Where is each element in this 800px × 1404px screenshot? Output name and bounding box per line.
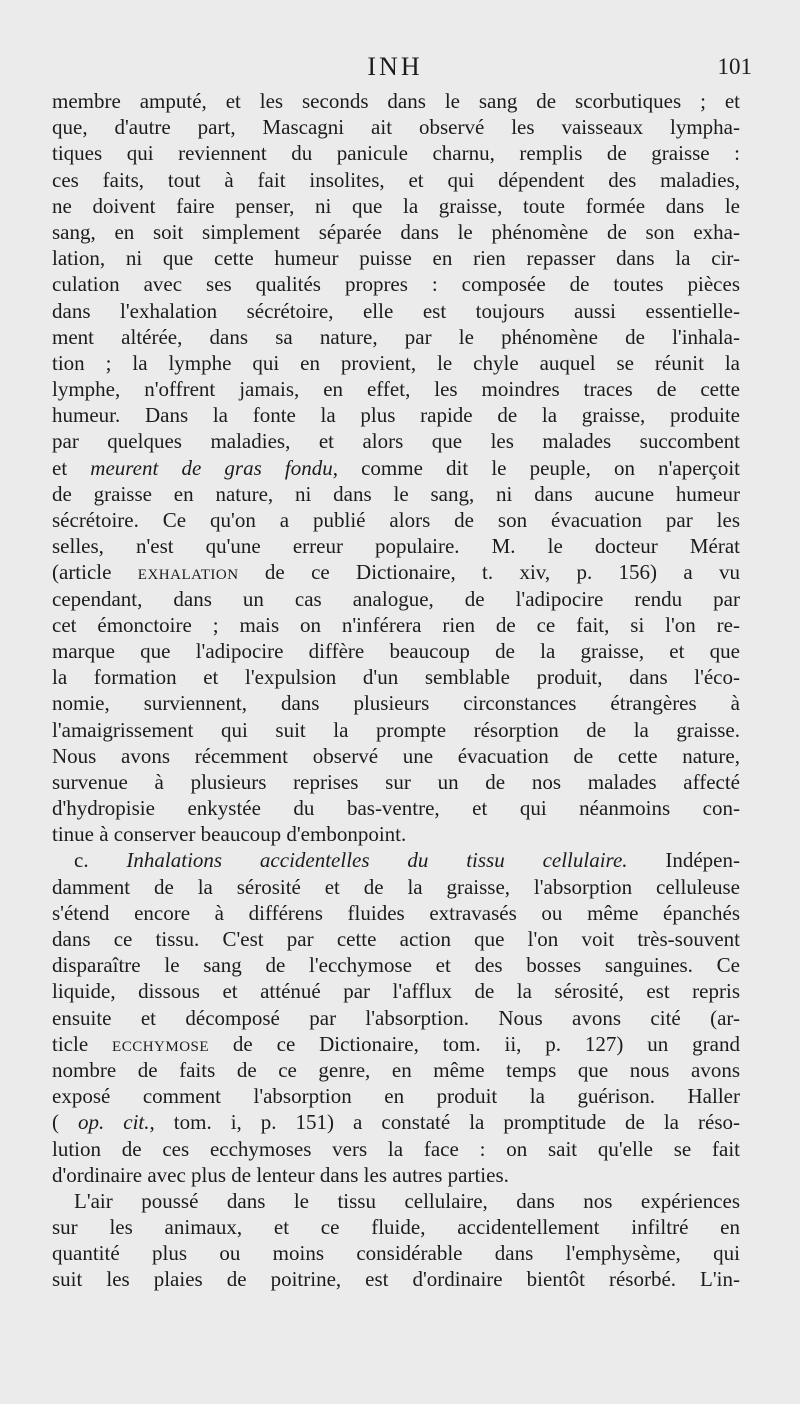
text-line-16: de graisse en nature, ni dans le sang, ni dans aucune humeur: [52, 481, 740, 506]
text-line-18: selles, n'est qu'une erreur populaire. M. le docteur Mérat: [52, 534, 740, 559]
text-line-10: ment altérée, dans sa nature, par le phénomène de l'inhala-: [52, 324, 740, 349]
smallcaps-ecchymose: ecchymose: [112, 1031, 210, 1056]
section-heading-inhalations: Inhalations accidentelles du tissu cellulaire.: [126, 848, 628, 873]
text-line-46: suit les plaies de poitrine, est d'ordinaire bientôt résorbé. L'in-: [52, 1267, 740, 1292]
text-line-6: sang, en soit simplement séparée dans le phénomène de son exha-: [52, 219, 740, 244]
text-line-22: marque que l'adipocire diffère beaucoup de la graisse, et que: [52, 638, 740, 663]
text-line-31: damment de la sérosité et de la graisse, l'absorption celluleuse: [52, 874, 740, 899]
page-number: 101: [717, 54, 752, 79]
text-line-32: s'étend encore à différens fluides extravasés ou même épanchés: [52, 900, 740, 925]
line-40-end: , tom. i, p. 151) a constaté la promptitude de la réso-: [149, 1110, 740, 1135]
text-line-38: nombre de faits de ce genre, en même temps que nous avons: [52, 1057, 740, 1082]
line-37-start: ticle: [52, 1031, 113, 1056]
text-line-19: [52, 559, 740, 585]
page-header: [52, 52, 752, 86]
text-line-5: ne doivent faire penser, ni que la graisse, toute formée dans le: [52, 193, 740, 218]
text-line-21: cet émonctoire ; mais on n'inférera rien de ce fait, si l'on re-: [52, 612, 740, 637]
italic-phrase-gras-fondu: meurent de gras fondu: [90, 455, 333, 480]
text-line-13: humeur. Dans la fonte la plus rapide de la graisse, produite: [52, 403, 740, 428]
text-line-4: ces faits, tout à fait insolites, et qui dépendent des maladies,: [52, 167, 740, 192]
text-line-33: dans ce tissu. C'est par cette action que l'on voit très-souvent: [52, 927, 740, 951]
body-text: [52, 88, 740, 1293]
text-line-25: l'amaigrissement qui suit la prompte résorption de la graisse.: [52, 717, 740, 742]
text-line-37: [52, 1031, 740, 1057]
text-line-45: quantité plus ou moins considérable dans l'emphysème, qui: [52, 1241, 740, 1266]
text-line-1: membre amputé, et les seconds dans le sang de scorbutiques ; et: [52, 89, 740, 113]
text-line-7: lation, ni que cette humeur puisse en rien repasser dans la cir-: [52, 246, 740, 271]
line-37-end: de ce Dictionaire, tom. ii, p. 127) un grand: [209, 1031, 740, 1056]
text-line-43: L'air poussé dans le tissu cellulaire, dans nos expériences: [74, 1188, 740, 1213]
line-40-start: (: [52, 1110, 79, 1135]
text-line-36: ensuite et décomposé par l'absorption. Nous avons cité (ar-: [52, 1005, 740, 1030]
text-line-39: exposé comment l'absorption en produit la guérison. Haller: [52, 1084, 740, 1109]
line-30-end: Indépen-: [627, 848, 740, 873]
line-15-start: et: [52, 455, 91, 480]
italic-op-cit: op. cit.: [78, 1110, 150, 1135]
text-line-41: lution de ces ecchymoses vers la face : on sait qu'elle se fait: [52, 1136, 740, 1161]
text-line-2: que, d'autre part, Mascagni ait observé les vaisseaux lympha-: [52, 115, 740, 140]
text-line-15: [52, 455, 740, 481]
smallcaps-exhalation: exhalation: [137, 560, 239, 585]
text-line-20: cependant, dans un cas analogue, de l'adipocire rendu par: [52, 586, 740, 611]
line-15-end: , comme dit le peuple, on n'aperçoit: [332, 455, 740, 480]
text-line-35: liquide, dissous et atténué par l'afflux de la sérosité, est repris: [52, 979, 740, 1004]
line-19-start: (article: [52, 560, 138, 585]
text-line-34: disparaître le sang de l'ecchymose et des bosses sanguines. Ce: [52, 953, 740, 978]
text-line-40: [52, 1109, 740, 1135]
running-head: INH: [367, 52, 423, 81]
text-line-29: tinue à conserver beaucoup d'embonpoint.: [52, 822, 407, 847]
text-line-27: survenue à plusieurs reprises sur un de nos malades affecté: [52, 769, 740, 794]
text-line-9: dans l'exhalation sécrétoire, elle est toujours aussi essentielle-: [52, 298, 740, 323]
text-line-44: sur les animaux, et ce fluide, accidentellement infiltré en: [52, 1215, 740, 1240]
text-line-3: tiques qui reviennent du panicule charnu, remplis de graisse :: [52, 141, 740, 166]
text-line-28: d'hydropisie enkystée du bas-ventre, et qui néanmoins con-: [52, 796, 740, 821]
text-line-17: sécrétoire. Ce qu'on a publié alors de son évacuation par les: [52, 508, 740, 532]
text-line-11: tion ; la lymphe qui en provient, le chyle auquel se réunit la: [52, 350, 740, 375]
text-line-12: lymphe, n'offrent jamais, en effet, les moindres traces de cette: [52, 377, 740, 402]
text-line-30: [52, 847, 740, 873]
line-19-end: de ce Dictionaire, t. xiv, p. 156) a vu: [238, 560, 741, 585]
line-30-start: c.: [74, 848, 127, 873]
text-line-8: culation avec ses qualités propres : composée de toutes pièces: [52, 272, 740, 297]
text-line-26: Nous avons récemment observé une évacuation de cette nature,: [52, 743, 740, 768]
text-line-42: d'ordinaire avec plus de lenteur dans les autres parties.: [52, 1162, 509, 1187]
text-line-23: la formation et l'expulsion d'un semblable produit, dans l'éco-: [52, 665, 740, 690]
text-line-14: par quelques maladies, et alors que les malades succombent: [52, 429, 740, 454]
text-line-24: nomie, surviennent, dans plusieurs circonstances étrangères à: [52, 691, 740, 716]
